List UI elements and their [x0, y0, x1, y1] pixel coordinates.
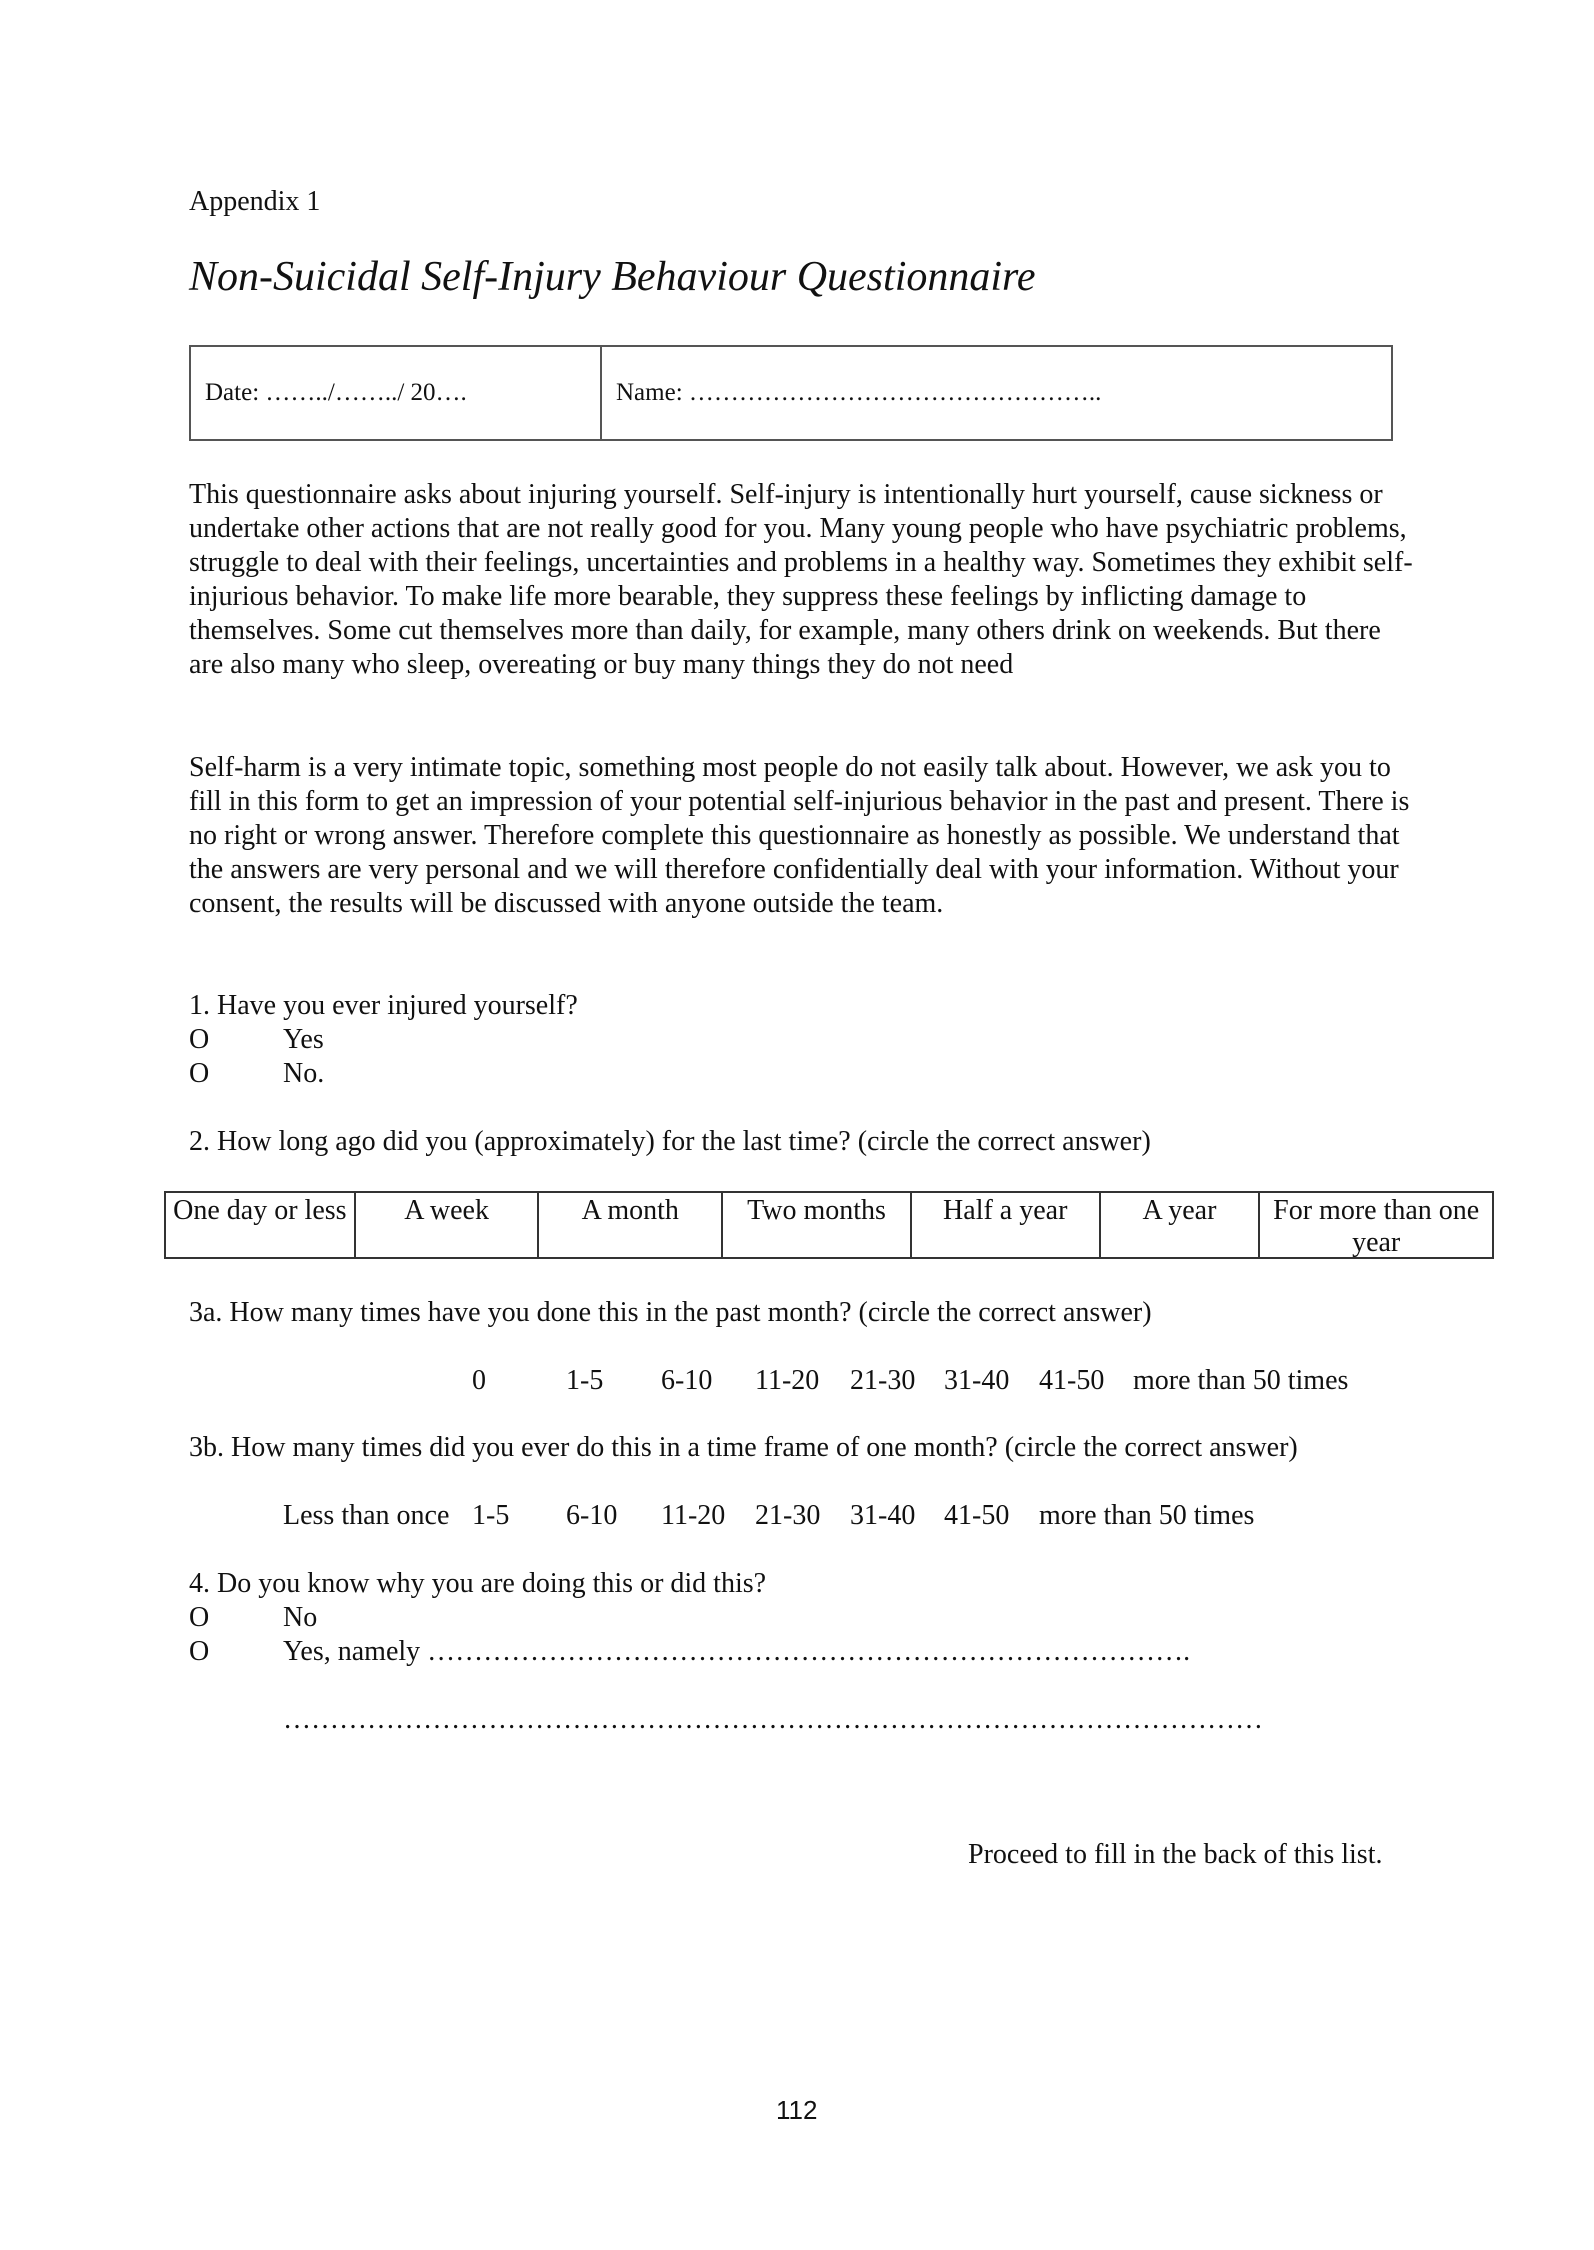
intro-paragraph-1: This questionnaire asks about injuring yourself. Self-injury is intentionally hurt yourself, cause sickness or undertake other actions that are not really good for you. Many young people who have psychiatric problems, struggle to deal with their feelings, uncertainties and problems in a healthy way. Sometimes they exhibit self-injurious behavior. To make life more bearable, they suppress these feelings by inflicting damage to themselves. Some cut themselves more than daily, for example, many others drink on weekends. But there are also many who sleep, overeating or buy many things they do not need [189, 479, 1413, 680]
intro-paragraph-2: Self-harm is a very intimate topic, something most people do not easily talk about. However, we ask you to fill in this form to get an impression of your potential self-injurious behavior in the past and present. There is no right or wrong answer. Therefore complete this questionnaire as honestly as possible. We understand that the answers are very personal and we will therefore confidentially deal with your information. Without your consent, the results will be discussed with anyone outside the team. [189, 752, 1410, 919]
q3a-scale-option[interactable]: 1-5 [566, 1365, 604, 1396]
q3b-scale-option[interactable]: 31-40 [850, 1500, 916, 1531]
q3b-scale-option[interactable]: Less than once [283, 1500, 450, 1531]
option-label: No. [283, 1058, 325, 1089]
question-4: 4. Do you know why you are doing this or did this? [189, 1568, 767, 1599]
q3b-scale-option[interactable]: 11-20 [661, 1500, 726, 1531]
option-label: No [283, 1602, 318, 1633]
question-3a: 3a. How many times have you done this in the past month? (circle the correct answer) [189, 1297, 1152, 1328]
page-number: 112 [776, 2095, 818, 2125]
q3b-scale-option[interactable]: more than 50 times [1039, 1500, 1255, 1531]
q4-option-no[interactable] [189, 1601, 317, 1635]
question-2: 2. How long ago did you (approximately) for the last time? (circle the correct answer) [189, 1126, 1151, 1157]
q2-answer-cell[interactable]: A year [1101, 1193, 1261, 1257]
question-1: 1. Have you ever injured yourself? [189, 990, 578, 1021]
q4-answer-line[interactable]: …………………………………………………………………………………………… [283, 1704, 1263, 1735]
header-table [189, 345, 1393, 441]
q3b-scale-option[interactable]: 41-50 [944, 1500, 1010, 1531]
q2-answer-cell[interactable]: One day or less [166, 1193, 356, 1257]
date-field[interactable]: Date: ……../……../ 20…. [191, 347, 602, 439]
footer-note: Proceed to fill in the back of this list. [968, 1839, 1383, 1870]
q4-option-yes[interactable] [189, 1635, 1190, 1669]
q3a-scale-option[interactable]: 11-20 [755, 1365, 820, 1396]
q3a-scale-option[interactable]: 0 [472, 1365, 486, 1396]
radio-circle[interactable]: O [189, 1636, 210, 1667]
radio-circle[interactable]: O [189, 1602, 210, 1633]
radio-circle[interactable]: O [189, 1024, 210, 1055]
q2-answer-cell[interactable]: Half a year [912, 1193, 1101, 1257]
q3b-scale-option[interactable]: 6-10 [566, 1500, 618, 1531]
q2-answer-table [164, 1191, 1494, 1259]
q2-answer-cell[interactable]: A week [356, 1193, 540, 1257]
q2-answer-cell[interactable]: For more than one year [1273, 1195, 1480, 1258]
q2-answer-cell[interactable]: A month [539, 1193, 723, 1257]
q3a-scale-option[interactable]: more than 50 times [1133, 1365, 1349, 1396]
option-label: Yes [283, 1024, 324, 1055]
name-field[interactable]: Name: ………………………………………….. [616, 379, 1102, 406]
q1-option-no[interactable] [189, 1057, 324, 1091]
q2-answer-cell[interactable]: Two months [723, 1193, 912, 1257]
q3a-scale-option[interactable]: 6-10 [661, 1365, 713, 1396]
q3a-scale-option[interactable]: 41-50 [1039, 1365, 1105, 1396]
q3b-scale-option[interactable]: 1-5 [472, 1500, 510, 1531]
appendix-label: Appendix 1 [189, 186, 321, 217]
q1-option-yes[interactable] [189, 1023, 324, 1057]
radio-circle[interactable]: O [189, 1058, 210, 1089]
q3a-scale-option[interactable]: 31-40 [944, 1365, 1010, 1396]
page-title: Non-Suicidal Self-Injury Behaviour Questionnaire [189, 254, 1036, 300]
question-3b: 3b. How many times did you ever do this in a time frame of one month? (circle the correct answer) [189, 1432, 1298, 1463]
option-label: Yes, namely ………………………………………………………………………. [283, 1636, 1191, 1667]
q3a-scale-option[interactable]: 21-30 [850, 1365, 916, 1396]
q3b-scale-option[interactable]: 21-30 [755, 1500, 821, 1531]
